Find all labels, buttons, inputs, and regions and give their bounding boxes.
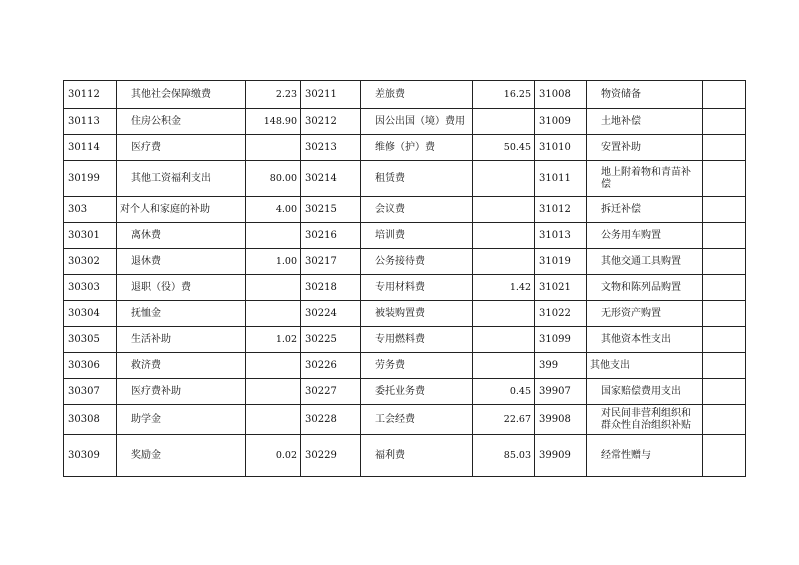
- item-name: 维修（护）费: [361, 135, 473, 161]
- item-name: 奖励金: [117, 435, 246, 477]
- blank-cell: [703, 405, 746, 435]
- blank-cell: [703, 275, 746, 301]
- item-name: 经常性赠与: [587, 435, 703, 477]
- item-code: 30211: [301, 81, 361, 109]
- item-amount: 1.02: [246, 327, 301, 353]
- item-name: 工会经费: [361, 405, 473, 435]
- item-amount: 1.42: [473, 275, 535, 301]
- item-name: 其他交通工具购置: [587, 249, 703, 275]
- item-code: 303: [64, 197, 117, 223]
- table-row: [64, 109, 746, 135]
- item-name: 专用燃料费: [361, 327, 473, 353]
- item-code: 30305: [64, 327, 117, 353]
- table-row: [64, 135, 746, 161]
- item-code: 30224: [301, 301, 361, 327]
- item-name: 拆迁补偿: [587, 197, 703, 223]
- item-amount: 2.23: [246, 81, 301, 109]
- item-amount: [473, 327, 535, 353]
- item-amount: [246, 353, 301, 379]
- item-code: 39907: [535, 379, 587, 405]
- item-amount: 22.67: [473, 405, 535, 435]
- item-name: 租赁费: [361, 161, 473, 197]
- item-name: 安置补助: [587, 135, 703, 161]
- item-name: 离休费: [117, 223, 246, 249]
- item-amount: [246, 405, 301, 435]
- item-name: 公务用车购置: [587, 223, 703, 249]
- table-row: [64, 353, 746, 379]
- item-code: 30215: [301, 197, 361, 223]
- blank-cell: [703, 353, 746, 379]
- item-name: 被装购置费: [361, 301, 473, 327]
- item-code: 30304: [64, 301, 117, 327]
- item-name: 助学金: [117, 405, 246, 435]
- item-code: 399: [535, 353, 587, 379]
- item-amount: [473, 249, 535, 275]
- table-row: [64, 379, 746, 405]
- blank-cell: [703, 161, 746, 197]
- budget-expenditure-table: [63, 80, 746, 477]
- item-amount: 1.00: [246, 249, 301, 275]
- item-amount: 0.45: [473, 379, 535, 405]
- item-name: 物资储备: [587, 81, 703, 109]
- item-code: 31013: [535, 223, 587, 249]
- table-row: [64, 197, 746, 223]
- table-row: [64, 249, 746, 275]
- table-row: [64, 435, 746, 477]
- item-name: 对民间非营利组织和群众性自治组织补贴: [587, 405, 703, 435]
- table-row: [64, 275, 746, 301]
- blank-cell: [703, 135, 746, 161]
- item-code: 30227: [301, 379, 361, 405]
- item-name: 培训费: [361, 223, 473, 249]
- item-amount: [473, 223, 535, 249]
- item-amount: 16.25: [473, 81, 535, 109]
- item-name: 福利费: [361, 435, 473, 477]
- item-amount: 50.45: [473, 135, 535, 161]
- blank-cell: [703, 301, 746, 327]
- item-code: 31011: [535, 161, 587, 197]
- item-name: 土地补偿: [587, 109, 703, 135]
- blank-cell: [703, 197, 746, 223]
- item-code: 31019: [535, 249, 587, 275]
- item-name: 抚恤金: [117, 301, 246, 327]
- table-body: [64, 81, 746, 477]
- item-name: 无形资产购置: [587, 301, 703, 327]
- blank-cell: [703, 81, 746, 109]
- item-code: 30214: [301, 161, 361, 197]
- blank-cell: [703, 379, 746, 405]
- item-amount: [246, 223, 301, 249]
- item-code: 30213: [301, 135, 361, 161]
- item-code: 30302: [64, 249, 117, 275]
- item-code: 30228: [301, 405, 361, 435]
- item-code: 30217: [301, 249, 361, 275]
- table-row: [64, 301, 746, 327]
- item-name: 文物和陈列品购置: [587, 275, 703, 301]
- item-name: 其他支出: [587, 353, 703, 379]
- item-code: 30226: [301, 353, 361, 379]
- item-code: 30225: [301, 327, 361, 353]
- item-code: 31012: [535, 197, 587, 223]
- item-code: 30218: [301, 275, 361, 301]
- item-amount: [246, 301, 301, 327]
- item-code: 30301: [64, 223, 117, 249]
- item-name: 医疗费补助: [117, 379, 246, 405]
- item-code: 39908: [535, 405, 587, 435]
- item-code: 31010: [535, 135, 587, 161]
- item-amount: [473, 301, 535, 327]
- item-name: 其他资本性支出: [587, 327, 703, 353]
- item-name: 会议费: [361, 197, 473, 223]
- item-name: 劳务费: [361, 353, 473, 379]
- item-name: 差旅费: [361, 81, 473, 109]
- item-code: 31008: [535, 81, 587, 109]
- item-amount: 85.03: [473, 435, 535, 477]
- item-amount: 80.00: [246, 161, 301, 197]
- item-code: 30113: [64, 109, 117, 135]
- item-name: 其他工资福利支出: [117, 161, 246, 197]
- table-row: [64, 327, 746, 353]
- table-row: [64, 223, 746, 249]
- item-amount: [246, 135, 301, 161]
- item-name: 其他社会保障缴费: [117, 81, 246, 109]
- table-row: [64, 161, 746, 197]
- item-amount: 0.02: [246, 435, 301, 477]
- item-amount: [473, 197, 535, 223]
- table-row: [64, 81, 746, 109]
- item-code: 31021: [535, 275, 587, 301]
- item-amount: [473, 353, 535, 379]
- item-code: 30308: [64, 405, 117, 435]
- item-code: 31009: [535, 109, 587, 135]
- item-amount: [473, 109, 535, 135]
- item-name: 医疗费: [117, 135, 246, 161]
- item-code: 30114: [64, 135, 117, 161]
- item-name: 委托业务费: [361, 379, 473, 405]
- item-name: 国家赔偿费用支出: [587, 379, 703, 405]
- item-amount: [246, 275, 301, 301]
- blank-cell: [703, 223, 746, 249]
- item-code: 39909: [535, 435, 587, 477]
- blank-cell: [703, 109, 746, 135]
- blank-cell: [703, 435, 746, 477]
- item-code: 30229: [301, 435, 361, 477]
- item-name: 公务接待费: [361, 249, 473, 275]
- item-name: 救济费: [117, 353, 246, 379]
- item-amount: [246, 379, 301, 405]
- blank-cell: [703, 327, 746, 353]
- item-code: 30216: [301, 223, 361, 249]
- item-name: 退职（役）费: [117, 275, 246, 301]
- item-name: 退休费: [117, 249, 246, 275]
- item-name: 生活补助: [117, 327, 246, 353]
- blank-cell: [703, 249, 746, 275]
- item-code: 30112: [64, 81, 117, 109]
- item-amount: 4.00: [246, 197, 301, 223]
- item-code: 30307: [64, 379, 117, 405]
- item-code: 30306: [64, 353, 117, 379]
- item-name: 地上附着物和青苗补偿: [587, 161, 703, 197]
- item-code: 30303: [64, 275, 117, 301]
- item-code: 31022: [535, 301, 587, 327]
- table-row: [64, 405, 746, 435]
- item-code: 30199: [64, 161, 117, 197]
- item-name: 对个人和家庭的补助: [117, 197, 246, 223]
- item-name: 因公出国（境）费用: [361, 109, 473, 135]
- item-name: 专用材料费: [361, 275, 473, 301]
- item-code: 30309: [64, 435, 117, 477]
- item-code: 31099: [535, 327, 587, 353]
- item-name: 住房公积金: [117, 109, 246, 135]
- item-amount: 148.90: [246, 109, 301, 135]
- item-amount: [473, 161, 535, 197]
- item-code: 30212: [301, 109, 361, 135]
